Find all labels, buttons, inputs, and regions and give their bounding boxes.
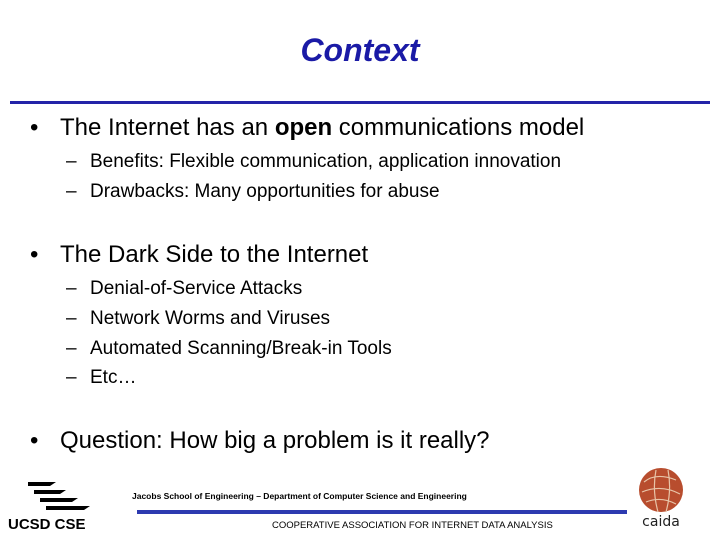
bullet-text: The Dark Side to the Internet <box>60 241 369 268</box>
sub-marker: – <box>66 278 77 299</box>
bullet-text-bold: open <box>274 114 333 141</box>
bullet-text: Question: How big a problem is it really? <box>60 427 490 454</box>
bullet-question <box>30 427 490 455</box>
sub-item-dos <box>66 278 302 300</box>
sub-text: Denial-of-Service Attacks <box>90 278 303 299</box>
ucsd-logo <box>26 478 92 514</box>
sub-text: Network Worms and Viruses <box>90 308 331 329</box>
sub-marker: – <box>66 308 77 329</box>
footer-divider <box>137 510 627 514</box>
sub-marker: – <box>66 367 77 388</box>
bullet-text-end: communications model <box>332 114 585 141</box>
sub-text: Automated Scanning/Break-in Tools <box>90 338 392 359</box>
bullet-marker: • <box>30 114 39 141</box>
caida-logo <box>626 462 696 532</box>
title-divider <box>10 101 710 104</box>
footer-school: Jacobs School of Engineering – Department of Computer Science and Engineering <box>132 491 467 501</box>
slide-title: Context <box>300 32 420 68</box>
ucsd-cse-label: UCSD CSE <box>8 516 86 533</box>
bullet-open-model <box>30 114 584 142</box>
bullet-marker: • <box>30 427 39 454</box>
sub-item-scanning <box>66 338 392 360</box>
bullet-text-start: The Internet has an <box>60 114 275 141</box>
bullet-dark-side <box>30 241 368 269</box>
sub-marker: – <box>66 181 77 202</box>
sub-text: Drawbacks: Many opportunities for abuse <box>90 181 440 202</box>
bullet-marker: • <box>30 241 39 268</box>
sub-item-benefits <box>66 151 561 173</box>
sub-item-drawbacks <box>66 181 440 203</box>
footer-association: COOPERATIVE ASSOCIATION FOR INTERNET DATA ANALYSIS <box>272 520 553 531</box>
sub-marker: – <box>66 338 77 359</box>
sub-item-worms <box>66 308 330 330</box>
sub-marker: – <box>66 151 77 172</box>
caida-text: caida <box>642 514 680 530</box>
sub-text: Benefits: Flexible communication, application innovation <box>90 151 562 172</box>
sub-item-etc <box>66 367 136 389</box>
sub-text: Etc… <box>90 367 137 388</box>
